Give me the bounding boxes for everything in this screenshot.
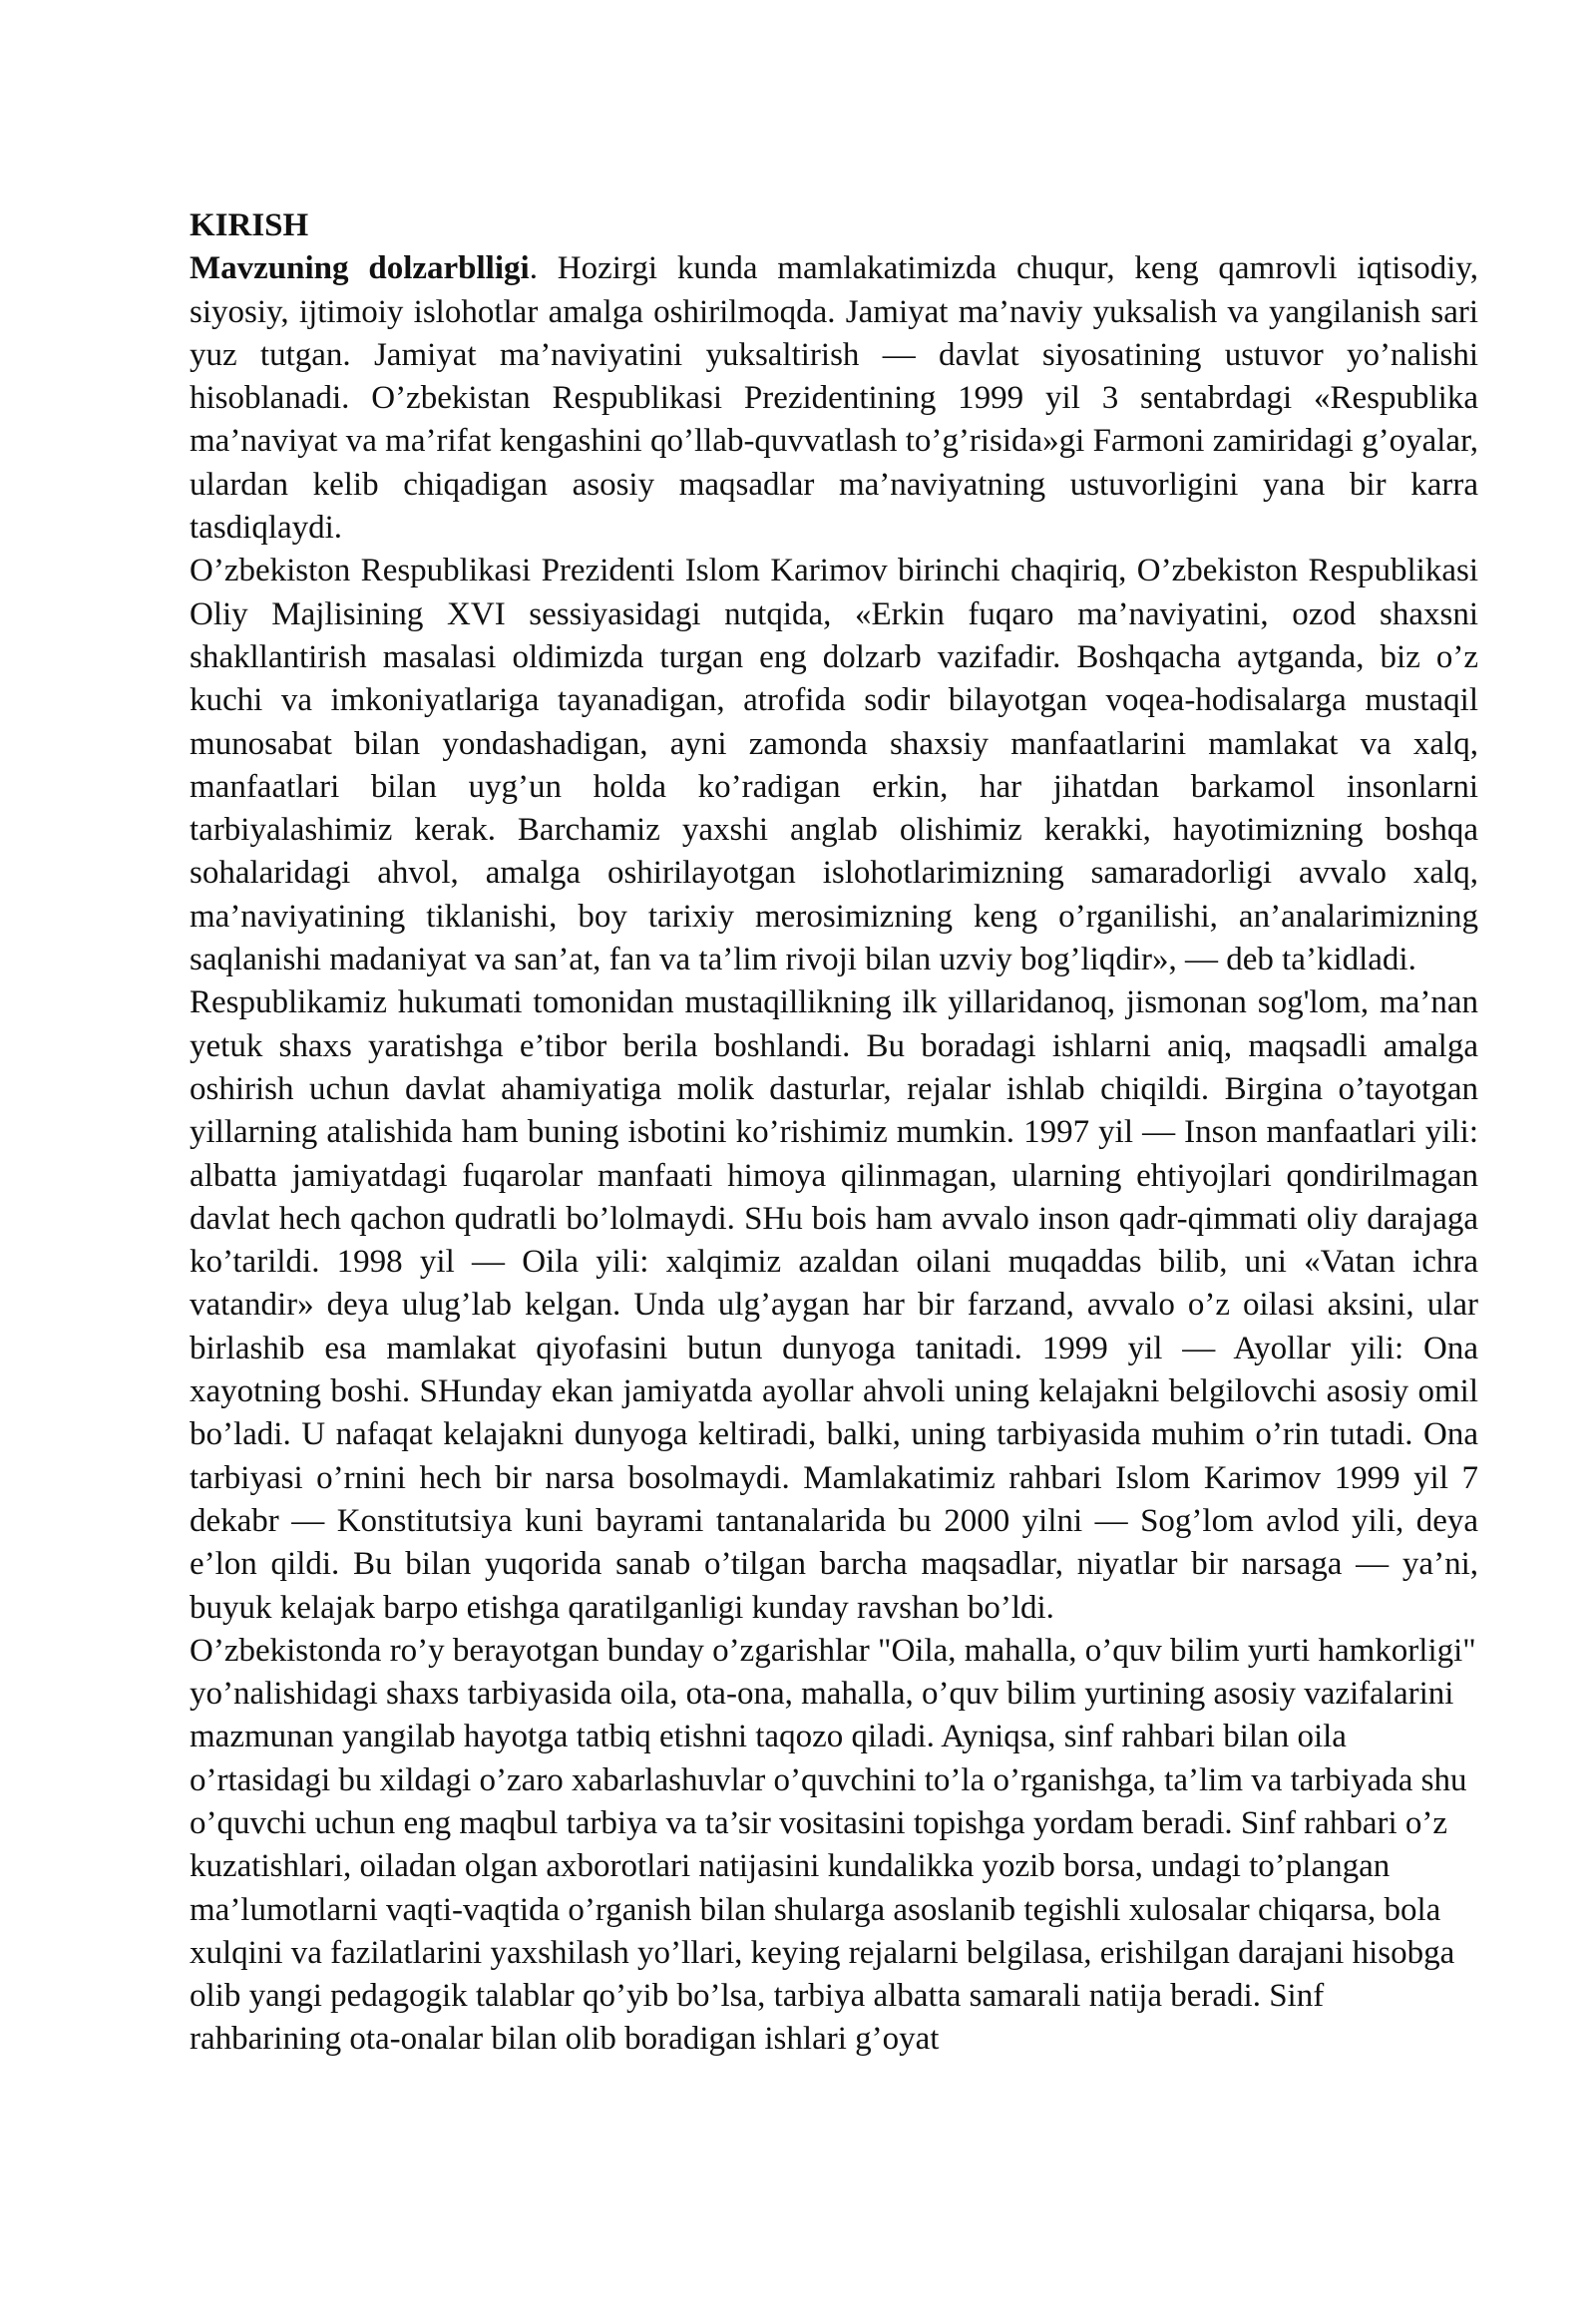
paragraph-relevance [190,247,1478,550]
section-heading: KIRISH [190,207,309,243]
paragraph-body: . Hozirgi kunda mamlakatimizda chuqur, keng qamrovli iqtisodiy, siyosiy, ijtimoiy islohotlar amalga oshirilmoqda. Jamiyat ma’naviy yuksalish va yangilanish sari yuz tutgan. Jamiyat ma’naviyatini yuksaltirish — davlat siyosatining ustuvor yo’nalishi hisoblanadi. O’zbekistan Respublikasi Prezidentining 1999 yil 3 sentabrdagi «Respublika ma’naviyat va ma’rifat kengashini qo’llab-quvvatlash to’g’risida»gi Farmoni zamiridagi g’oyalar, ulardan kelib chiqadigan asosiy maqsadlar ma’naviyatning ustuvorligini yana bir karra tasdiqlaydi. [190,250,1478,547]
paragraph-government-programs: Respublikamiz hukumati tomonidan mustaqillikning ilk yillaridanoq, jismonan sog'lom, ma’nan yetuk shaxs yaratishga e’tibor berila boshlandi. Bu boradagi ishlarni aniq, maqsadli amalga oshirish uchun davlat ahamiyatiga molik dasturlar, rejalar ishlab chiqildi. Birgina o’tayotgan yillarning atalishida ham buning isbotini ko’rishimiz mumkin. 1997 yil — Inson manfaatlari yili: albatta jamiyatdagi fuqarolar manfaati himoya qilinmagan, ularning ehtiyojlari qondirilmagan davlat hech qachon qudratli bo’lolmaydi. SHu bois ham avvalo inson qadr-qimmati oliy darajaga ko’tarildi. 1998 yil — Oila yili: xalqimiz azaldan oilani muqaddas bilib, uni «Vatan ichra vatandir» deya ulug’lab kelgan. Unda ulg’aygan har bir farzand, avvalo o’z oilasi aksini, ular birlashib esa mamlakat qiyofasini butun dunyoga tanitadi. 1999 yil — Ayollar yili: Ona xayotning boshi. SHunday ekan jamiyatda ayollar ahvoli uning kelajakni belgilovchi asosiy omil bo’ladi. U nafaqat kelajakni dunyoga keltiradi, balki, uning tarbiyasida muhim o’rin tutadi. Ona tarbiyasi o’rnini hech bir narsa bosolmaydi. Mamlakatimiz rahbari Islom Karimov 1999 yil 7 dekabr — Konstitutsiya kuni bayrami tantanalarida bu 2000 yilni — Sog’lom avlod yili, deya e’lon qildi. Bu bilan yuqorida sanab o’tilgan barcha maqsadlar, niyatlar bir narsaga — ya’ni, buyuk kelajak barpo etishga qaratilganligi kunday ravshan bo’ldi. [190,984,1478,1626]
paragraph-family-school-cooperation: O’zbekistonda ro’y berayotgan bunday o’zgarishlar "Oila, mahalla, o’quv bilim yurti hamkorligi" yo’nalishidagi shaxs tarbiyasida oila, ota-ona, mahalla, o’quv bilim yurtining asosiy vazifalarini mazmunan yangilab hayotga tatbiq etishni taqozo qiladi. Ayniqsa, sinf rahbari bilan oila o’rtasidagi bu xildagi o’zaro xabarlashuvlar o’quvchini to’la o’rganishga, ta’lim va tarbiyada shu o’quvchi uchun eng maqbul tarbiya va ta’sir vositasini topishga yordam beradi. Sinf rahbari o’z kuzatishlari, oiladan olgan axborotlari natijasini kundalikka yozib borsa, undagi to’plangan ma’lumotlarni vaqti-vaqtida o’rganish bilan shularga asoslanib tegishli xulosalar chiqarsa, bola xulqini va fazilatlarini yaxshilash yo’llari, keying rejalarni belgilasa, erishilgan darajani hisobga olib yangi pedagogik talablar qo’yib bo’lsa, tarbiya albatta samarali natija beradi. Sinf rahbarining ota-onalar bilan olib boradigan ishlari g’oyat [190,1632,1476,2058]
paragraph-lead-term: Mavzuning dolzarblligi [190,250,530,287]
paragraph-president-speech: O’zbekiston Respublikasi Prezidenti Islom Karimov birinchi chaqiriq, O’zbekiston Respublikasi Oliy Majlisining XVI sessiyasidagi nutqida, «Erkin fuqaro ma’naviyatini, ozod shaxsni shakllantirish masalasi oldimizda turgan eng dolzarb vazifadir. Boshqacha aytganda, biz o’z kuchi va imkoniyatlariga tayanadigan, atrofida sodir bilayotgan voqea-hodisalarga mustaqil munosabat bilan yondashadigan, ayni zamonda shaxsiy manfaatlarini mamlakat va xalq, manfaatlari bilan uyg’un holda ko’radigan erkin, har jihatdan barkamol insonlarni tarbiyalashimiz kerak. Barchamiz yaxshi anglab olishimiz kerakki, hayotimizning boshqa sohalaridagi ahvol, amalga oshirilayotgan islohotlarimizning samaradorligi avvalo xalq, ma’naviyatining tiklanishi, boy tarixiy merosimizning keng o’rganilishi, an’analarimizning saqlanishi madaniyat va san’at, fan va ta’lim rivoji bilan uzviy bog’liqdir», — deb ta’kidladi. [190,553,1478,978]
document-page [190,204,1478,2062]
